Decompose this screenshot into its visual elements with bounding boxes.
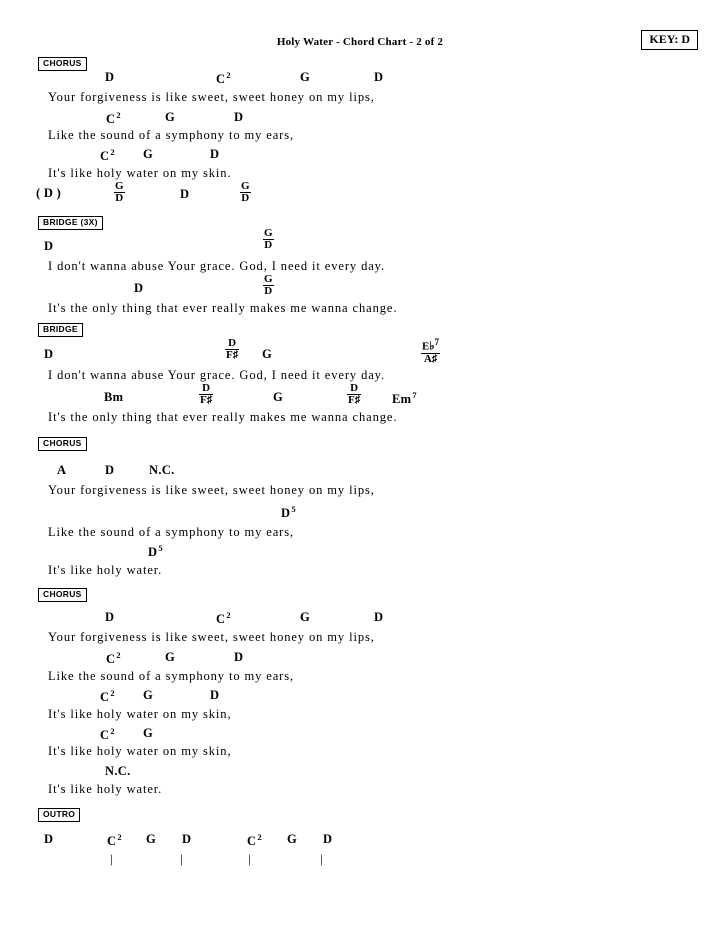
chord-D: D xyxy=(134,281,144,295)
chord-D: D xyxy=(180,187,190,201)
chord-Em7: Em$^7$ xyxy=(392,390,417,407)
chord-G-over-D: G D xyxy=(264,273,273,297)
chord-D: D xyxy=(44,239,54,253)
chord-NC: N.C. xyxy=(105,764,131,778)
lyric-line: Like the sound of a symphony to my ears, xyxy=(48,128,295,142)
chord-G: G xyxy=(287,832,298,846)
lyric-line: It's the only thing that ever really makes me wanna change. xyxy=(48,301,398,315)
lyric-line: Your forgiveness is like sweet, sweet honey on my lips, xyxy=(48,630,375,644)
lyric-line: Like the sound of a symphony to my ears, xyxy=(48,669,295,683)
measure-bar: | xyxy=(248,851,251,866)
chord-D5: $D^5$ xyxy=(148,543,163,560)
lyric-line: I don't wanna abuse Your grace. God, I need it every day. xyxy=(48,259,386,273)
chord-D-over-Fsharp: D F♯ xyxy=(348,382,361,406)
chord-D: D xyxy=(210,688,220,702)
chord-D: D xyxy=(105,610,115,624)
chord-C2: $C^2$ xyxy=(106,650,121,667)
chord-G: G xyxy=(300,70,311,84)
chord-D: D xyxy=(105,463,115,477)
chord-G: G xyxy=(143,688,154,702)
section-label-chorus-3: CHORUS xyxy=(38,588,87,602)
chord-D: D xyxy=(182,832,192,846)
chord-D5: $D^5$ xyxy=(281,504,296,521)
section-label-chorus-2: CHORUS xyxy=(38,437,87,451)
chord-G: G xyxy=(146,832,157,846)
lyric-line: It's like holy water on my skin. xyxy=(48,166,232,180)
chord-D: D xyxy=(234,650,244,664)
chord-G-over-D: G D xyxy=(264,227,273,251)
chord-D-over-Fsharp: D F♯ xyxy=(200,382,213,406)
chord-G: G xyxy=(273,390,284,404)
lyric-line: It's the only thing that ever really makes me wanna change. xyxy=(48,410,398,424)
chord-G: G xyxy=(165,650,176,664)
chord-C2: $C^2$ xyxy=(216,70,231,87)
measure-bar: | xyxy=(320,851,323,866)
chord-D-over-Fsharp: D F♯ xyxy=(226,337,239,361)
lyric-line: It's like holy water on my skin, xyxy=(48,744,232,758)
lyric-line: Your forgiveness is like sweet, sweet honey on my lips, xyxy=(48,483,375,497)
chord-D: D xyxy=(374,70,384,84)
lyric-line: It's like holy water. xyxy=(48,563,163,577)
lyric-line: Like the sound of a symphony to my ears, xyxy=(48,525,295,539)
lyric-line: I don't wanna abuse Your grace. God, I need it every day. xyxy=(48,368,386,382)
lyric-line: It's like holy water. xyxy=(48,782,163,796)
chord-G-over-D: G D xyxy=(241,180,250,204)
chord-C2: $C^2$ xyxy=(247,832,262,849)
chord-Eflat7-over-Asharp: E♭$^7$ A♯ xyxy=(422,337,440,365)
chord-G: G xyxy=(143,147,154,161)
measure-bar: | xyxy=(180,851,183,866)
chord-D: D xyxy=(44,832,54,846)
page-title: Holy Water - Chord Chart - 2 of 2 xyxy=(276,36,444,48)
chord-D: D xyxy=(323,832,333,846)
chord-D: D xyxy=(374,610,384,624)
lyric-line: Your forgiveness is like sweet, sweet honey on my lips, xyxy=(48,90,375,104)
chord-G: G xyxy=(165,110,176,124)
key-badge: KEY: D xyxy=(641,30,698,50)
section-label-chorus-1: CHORUS xyxy=(38,57,87,71)
chord-D: D xyxy=(44,347,54,361)
section-label-bridge-3x: BRIDGE (3X) xyxy=(38,216,103,230)
section-label-outro: OUTRO xyxy=(38,808,80,822)
section-label-bridge: BRIDGE xyxy=(38,323,83,337)
chord-D-parenthetical: ( D ) xyxy=(36,186,62,200)
chord-C2: $C^2$ xyxy=(106,110,121,127)
chord-G: G xyxy=(300,610,311,624)
chord-D: D xyxy=(105,70,115,84)
chord-C2: $C^2$ xyxy=(100,147,115,164)
chord-Bm: Bm xyxy=(104,390,124,404)
lyric-line: It's like holy water on my skin, xyxy=(48,707,232,721)
chord-D: D xyxy=(234,110,244,124)
measure-bar: | xyxy=(110,851,113,866)
chord-C2: $C^2$ xyxy=(216,610,231,627)
chord-C2: $C^2$ xyxy=(100,726,115,743)
chord-C2: $C^2$ xyxy=(107,832,122,849)
chord-G-over-D: G D xyxy=(115,180,124,204)
chord-C2: $C^2$ xyxy=(100,688,115,705)
chord-A: A xyxy=(57,463,67,477)
chord-NC: N.C. xyxy=(149,463,175,477)
chord-D: D xyxy=(210,147,220,161)
chord-G: G xyxy=(262,347,273,361)
chord-G: G xyxy=(143,726,154,740)
